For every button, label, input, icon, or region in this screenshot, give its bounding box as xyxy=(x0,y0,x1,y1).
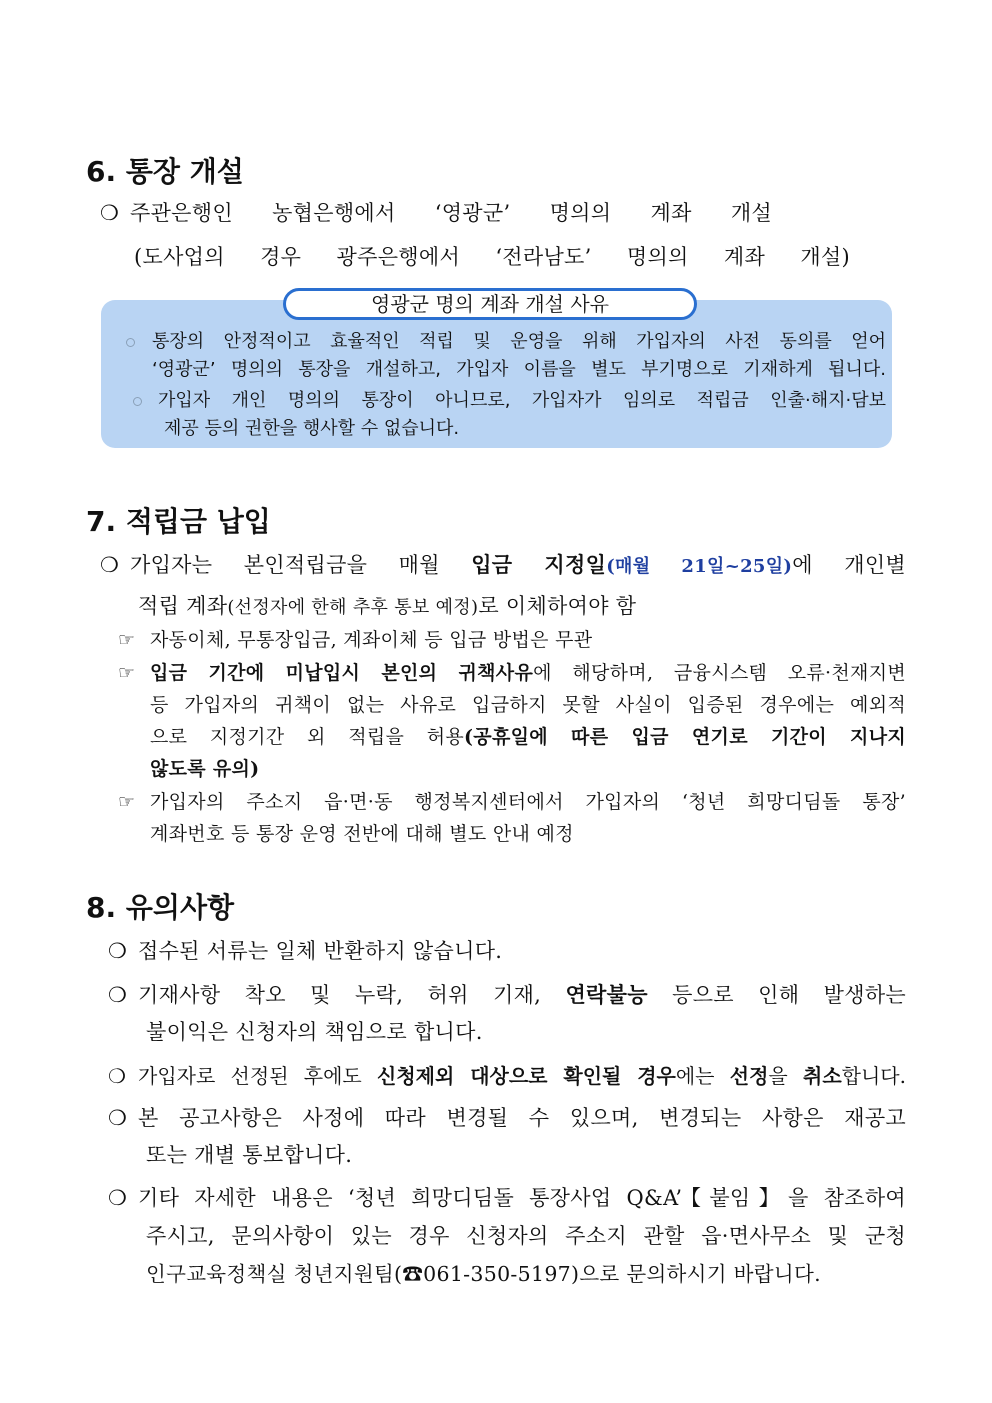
s7-text-2c: 로 이체하여야 함 xyxy=(478,594,637,618)
s7-deposit-range: (매월 21일~25일) xyxy=(606,556,793,577)
s7-note-3-line-2: 계좌번호 등 통장 운영 전반에 대해 별도 안내 예정 xyxy=(150,823,574,845)
s8-item-3-bold-d: 선정 xyxy=(729,1064,769,1088)
s7-note-2-line-2: 등 가입자의 귀책이 없는 사유로 입금하지 못할 사실이 입증된 경우에는 예외적 xyxy=(150,694,906,716)
pointing-hand-icon: ☞ xyxy=(118,791,136,813)
s6-line-2 xyxy=(134,241,850,271)
s7-note-2-line-3 xyxy=(150,722,906,749)
s8-item-3-text-a: 가입자로 선정된 후에도 xyxy=(138,1064,378,1088)
s7-note-2-bold-e: (공휴일에 따른 입금 연기로 기간이 지나지 xyxy=(464,726,906,748)
s7-text-1a: 가입자는 본인적립금을 매월 xyxy=(130,553,472,577)
circle-bullet-icon: ❍ xyxy=(100,201,120,225)
s7-note-2-text-d: 으로 지정기간 외 적립을 허용 xyxy=(150,726,465,748)
s8-item-3-bold-f: 취소 xyxy=(803,1064,842,1088)
s7-note-2-bold: 입금 기간에 미납입시 본인의 귀책사유 xyxy=(150,662,534,684)
s8-item-1-text: 접수된 서류는 일체 반환하지 않습니다. xyxy=(138,939,503,963)
s8-item-1 xyxy=(108,935,502,965)
pointing-hand-icon: ☞ xyxy=(118,662,136,684)
circle-bullet-icon: ❍ xyxy=(108,1064,126,1088)
s8-item-4-text: 본 공고사항은 사정에 따라 변경될 수 있으며, 변경되는 사항은 재공고 xyxy=(138,1106,906,1130)
s7-note-3-line-1 xyxy=(118,787,906,814)
circle-bullet-icon: ❍ xyxy=(108,939,128,963)
small-circle-icon xyxy=(126,338,135,347)
circle-bullet-icon: ❍ xyxy=(100,553,120,577)
s8-item-5-line-3: 인구교육정책실 청년지원팀(☎061-350-5197)으로 문의하시기 바랍니다. xyxy=(146,1262,821,1286)
s8-item-5-line-2: 주시고, 문의사항이 있는 경우 신청자의 주소지 관할 읍·면사무소 및 군청 xyxy=(146,1224,906,1248)
s8-item-3-text-c: 에는 xyxy=(675,1064,730,1088)
reason-p1-line-2: ‘영광군’ 명의의 통장을 개설하고, 가입자 이름을 별도 부기명으로 기재하게 됩니다. xyxy=(152,359,886,380)
s8-item-3-bold-b: 신청제외 대상으로 확인될 경우 xyxy=(377,1064,676,1088)
circle-bullet-icon: ❍ xyxy=(108,1186,128,1210)
s6-line-1 xyxy=(100,197,772,227)
s7-line-2 xyxy=(138,590,636,620)
s8-item-2-text-c: 등으로 인해 발생하는 xyxy=(647,983,907,1007)
s8-item-3-text-e: 을 xyxy=(768,1064,804,1088)
s8-item-2-bold: 연락불능 xyxy=(565,982,648,1007)
s7-note-2-line-1 xyxy=(118,658,906,685)
reason-p2-line-1: 가입자 개인 명의의 통장이 아니므로, 가입자가 임의로 적립금 인출·해지·담보 xyxy=(158,390,886,411)
s8-item-2-text-a: 기재사항 착오 및 누락, 허위 기재, xyxy=(138,983,566,1007)
s7-text-2b: (선정자에 한해 추후 통보 예정) xyxy=(227,597,479,618)
s7-text-2a: 적립 계좌 xyxy=(138,594,228,618)
section-7-heading: 7. 적립금 납입 xyxy=(86,505,271,538)
section-6-heading: 6. 통장 개설 xyxy=(86,155,244,188)
s7-text-1d: 에 개인별 xyxy=(792,553,906,577)
s7-note-1-text: 자동이체, 무통장입금, 계좌이체 등 입금 방법은 무관 xyxy=(150,629,593,651)
s7-note-1 xyxy=(118,625,592,652)
s6-text-2: (도사업의 경우 광주은행에서 ‘전라남도’ 명의의 계좌 개설) xyxy=(134,245,850,269)
s8-item-3 xyxy=(108,1060,906,1089)
s8-item-4-line-1 xyxy=(108,1102,906,1132)
s8-item-5-text: 기타 자세한 내용은 ‘청년 희망디딤돌 통장사업 Q&A’【붙임】을 참조하여 xyxy=(138,1186,906,1210)
reason-p1-line-1: 통장의 안정적이고 효율적인 적립 및 운영을 위해 가입자의 사전 동의를 얻어 xyxy=(152,331,886,352)
section-8-heading: 8. 유의사항 xyxy=(86,891,235,924)
pointing-hand-icon: ☞ xyxy=(118,629,136,651)
s8-item-2-line-2: 불이익은 신청자의 책임으로 합니다. xyxy=(146,1020,483,1044)
s8-item-2-line-1 xyxy=(108,979,906,1009)
s8-item-4-line-2: 또는 개별 통보합니다. xyxy=(146,1143,353,1167)
s8-item-3-text-g: 합니다. xyxy=(841,1064,906,1088)
small-circle-icon xyxy=(133,397,142,406)
s7-line-1 xyxy=(100,549,906,579)
s8-item-5-line-1 xyxy=(108,1182,906,1212)
reason-box-title: 영광군 명의 계좌 개설 사유 xyxy=(283,288,697,320)
s7-note-3-text: 가입자의 주소지 읍·면·동 행정복지센터에서 가입자의 ‘청년 희망디딤돌 통장’ xyxy=(150,791,906,813)
s6-text-1: 주관은행인 농협은행에서 ‘영광군’ 명의의 계좌 개설 xyxy=(130,201,772,225)
circle-bullet-icon: ❍ xyxy=(108,983,128,1007)
circle-bullet-icon: ❍ xyxy=(108,1106,128,1130)
s7-note-2-text: 에 해당하며, 금융시스템 오류·천재지변 xyxy=(533,662,907,684)
reason-p2-line-2: 제공 등의 권한을 행사할 수 없습니다. xyxy=(164,418,460,439)
s7-deposit-day: 입금 지정일 xyxy=(471,552,607,577)
s7-note-2-line-4: 않도록 유의) xyxy=(150,758,260,780)
